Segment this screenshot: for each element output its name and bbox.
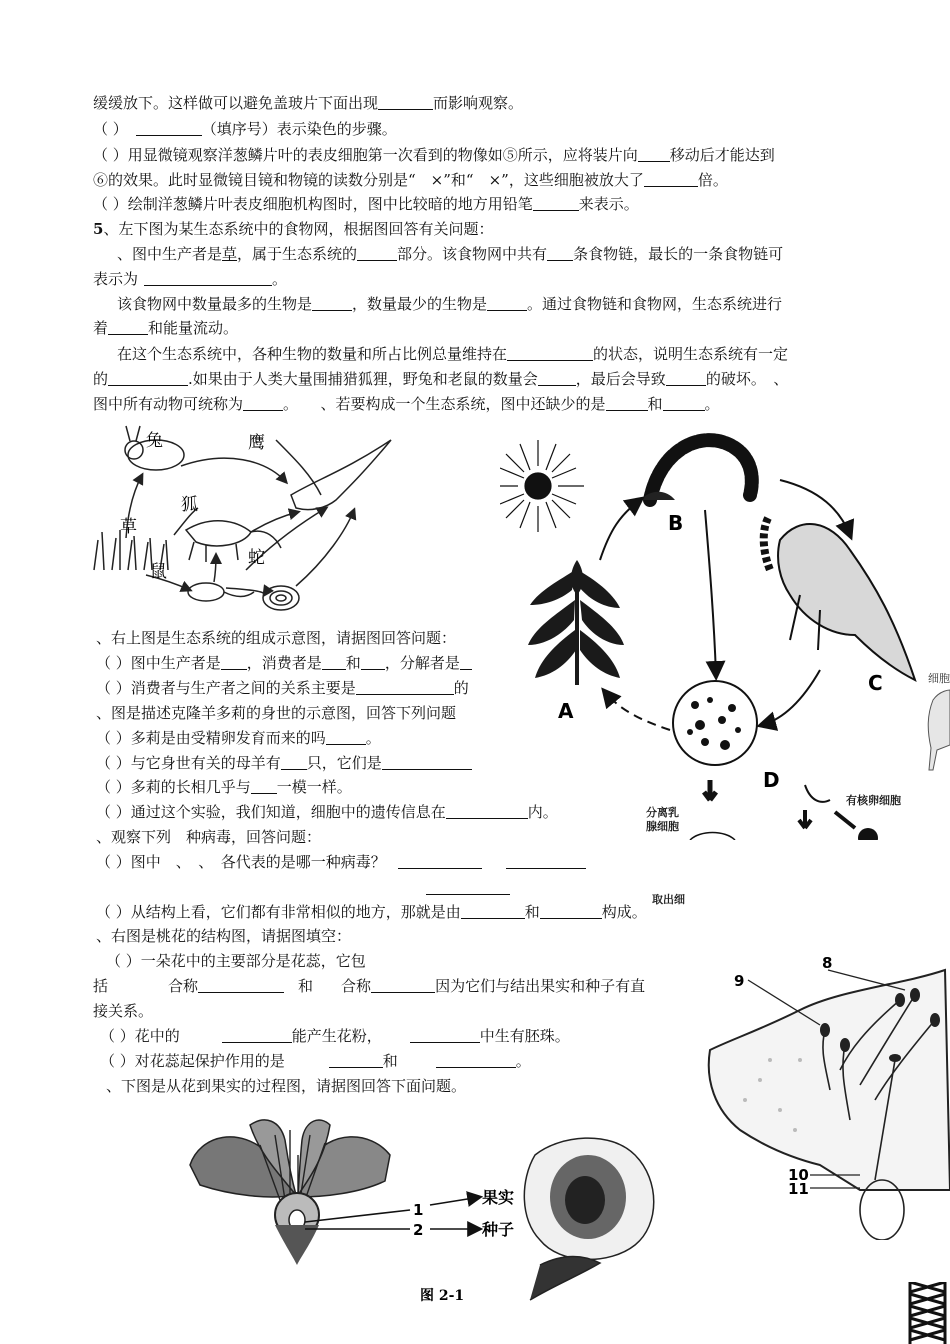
- text-line-23b: [426, 878, 510, 898]
- text-line-20: （ ）多莉的长相几乎与 一模一样。: [96, 778, 352, 796]
- text-line-18: （ ）多莉是由受精卵发育而来的吗 。: [96, 729, 381, 747]
- clone-label-partial: [652, 890, 702, 908]
- blank[interactable]: [144, 270, 272, 286]
- question-5-title: 5、左下图为某生态系统中的食物网，根据图回答有关问题：: [93, 220, 494, 238]
- blank[interactable]: [281, 754, 307, 770]
- rabbit-label: 兔: [146, 431, 163, 451]
- fruit-drawing: [524, 1138, 653, 1300]
- dna-strand-partial: [905, 1282, 950, 1344]
- ecosystem-diagram: [500, 420, 950, 795]
- blank[interactable]: [378, 94, 433, 110]
- blank[interactable]: [361, 654, 385, 670]
- blank[interactable]: [222, 1027, 292, 1043]
- text-line-11: 在这个生态系统中，各种生物的数量和所占比例总量维持在 的状态，说明生态系统有一定: [117, 345, 789, 363]
- text-line-5: （ ）绘制洋葱鳞片叶表皮细胞机构图时，图中比较暗的地方用铅笔 来表示。: [93, 195, 639, 213]
- plant-drawing: [528, 560, 624, 685]
- blank[interactable]: [357, 245, 397, 261]
- text-line-31: 、下图是从花到果实的过程图，请据图回答下面问题。: [106, 1077, 467, 1095]
- blank[interactable]: [356, 679, 454, 695]
- svg-text:取出细: 取出细: [652, 893, 685, 906]
- label-8: 8: [822, 954, 833, 972]
- blank[interactable]: [108, 319, 148, 335]
- text-line-19: （ ）与它身世有关的母羊有 只，它们是: [96, 753, 472, 773]
- text-line-3: （ ）用显微镜观察洋葱鳞片叶的表皮细胞第一次看到的物像如⑤所示，应将装片向 移动后才能达到: [93, 146, 775, 164]
- text-line-10: 着 和能量流动。: [93, 319, 239, 337]
- text-line-30: （ ）对花蕊起保护作用的是 和 。: [100, 1052, 531, 1070]
- blank[interactable]: [198, 977, 284, 993]
- snake-label: 蛇: [248, 548, 265, 568]
- blank[interactable]: [446, 803, 528, 819]
- blank[interactable]: [398, 853, 482, 869]
- blank[interactable]: [606, 395, 648, 411]
- blank[interactable]: [329, 1052, 383, 1068]
- label-10: 10: [788, 1166, 809, 1184]
- text-line-23: （ ）图中 、 、 各代表的是哪一种病毒？: [96, 852, 586, 872]
- text-line-9: 该食物网中数量最多的生物是 ，数量最少的生物是 。通过食物链和食物网，生态系统进行: [117, 295, 783, 313]
- blank[interactable]: [538, 370, 576, 386]
- label-D: D: [763, 768, 780, 792]
- blank[interactable]: [507, 345, 593, 361]
- decomposer-circle: [673, 681, 757, 765]
- blank[interactable]: [487, 295, 527, 311]
- figure-caption: 图 2-1: [420, 1288, 465, 1304]
- snake-drawing: [263, 586, 299, 610]
- text-line-29: （ ）花中的 能产生花粉， 中生有胚珠。: [100, 1027, 570, 1045]
- blank[interactable]: [644, 171, 698, 187]
- blank[interactable]: [371, 977, 435, 993]
- seed-label: 种子: [482, 1220, 515, 1239]
- text-line-4: ⑥的效果。此时显微镜目镜和物镜的读数分别是“ ×”和“ ×”，这些细胞被放大了 倍。: [93, 171, 728, 189]
- text-line-8: 表示为 。: [93, 270, 288, 288]
- text-line-26: （ ）一朵花中的主要部分是花蕊，它包: [106, 952, 366, 970]
- food-web-figure: [86, 420, 396, 620]
- text-line-22: 、观察下列 种病毒，回答问题：: [96, 828, 322, 846]
- blank[interactable]: [663, 395, 705, 411]
- svg-text:有核卵细胞: 有核卵细胞: [846, 794, 901, 807]
- sun-icon: [500, 440, 584, 532]
- label-A: A: [558, 699, 574, 723]
- label-2: 2: [413, 1221, 424, 1239]
- label-11: 11: [788, 1180, 809, 1198]
- blank[interactable]: [436, 1052, 516, 1068]
- blank[interactable]: [533, 195, 579, 211]
- text-line-25: 、右图是桃花的结构图，请据图填空：: [96, 927, 352, 945]
- text-line-21: （ ）通过这个实验，我们知道，细胞中的遗传信息在 内。: [96, 803, 558, 821]
- blank[interactable]: [312, 295, 352, 311]
- mouse-label: 鼠: [150, 562, 167, 582]
- svg-text:腺细胞: 腺细胞: [646, 820, 679, 833]
- blank[interactable]: [221, 654, 247, 670]
- fox-label: 狐: [181, 495, 198, 515]
- eagle-drawing: [291, 440, 391, 510]
- text-line-28: 接关系。: [93, 1002, 154, 1020]
- blank[interactable]: [461, 903, 525, 919]
- blank[interactable]: [540, 903, 602, 919]
- mouse-drawing: [188, 583, 224, 601]
- blank[interactable]: [251, 778, 277, 794]
- text-line-2: （ ） （填序号）表示染色的步骤。: [93, 120, 397, 138]
- blank[interactable]: [136, 120, 202, 136]
- flower-drawing: [190, 1120, 390, 1265]
- text-line-13: 图中所有动物可统称为 。 、若要构成一个生态系统，图中还缺少的是 和 。: [93, 395, 720, 413]
- blank[interactable]: [108, 370, 188, 386]
- label-1: 1: [413, 1201, 424, 1219]
- text-line-16: （ ）消费者与生产者之间的关系主要是 的: [96, 679, 469, 697]
- blank[interactable]: [410, 1027, 480, 1043]
- text-line-1: 缓缓放下。这样做可以避免盖玻片下面出现 而影响观察。: [93, 94, 524, 112]
- blank[interactable]: [322, 654, 346, 670]
- blank[interactable]: [638, 146, 670, 162]
- blank[interactable]: [382, 754, 472, 770]
- blank[interactable]: [506, 853, 586, 869]
- caterpillar-drawing: [650, 440, 752, 500]
- fox-drawing: [186, 521, 251, 546]
- eagle-label: 鹰: [248, 433, 265, 453]
- text-line-24: （ ）从结构上看，它们都有非常相似的地方，那就是由 和 构成。: [96, 903, 647, 921]
- blank[interactable]: [426, 879, 510, 895]
- sheep-partial-image: [925, 660, 950, 780]
- label-B: B: [668, 511, 684, 535]
- svg-text:细胞: 细胞: [928, 672, 950, 685]
- flower-to-fruit-figure: [180, 1115, 670, 1305]
- blank[interactable]: [547, 245, 573, 261]
- grass-label: 草: [120, 517, 137, 537]
- label-9: 9: [734, 972, 745, 990]
- text-line-15: （ ）图中生产者是 ，消费者是 和 ，分解者是: [96, 653, 472, 673]
- label-C: C: [868, 671, 883, 695]
- blank[interactable]: [243, 395, 283, 411]
- blank[interactable]: [460, 654, 472, 670]
- blank[interactable]: [666, 370, 706, 386]
- blank[interactable]: [326, 729, 366, 745]
- text-line-17: 、图是描述克隆羊多莉的身世的示意图，回答下列问题: [96, 704, 457, 722]
- text-line-14: 、右上图是生态系统的组成示意图，请据图回答问题：: [96, 629, 457, 647]
- text-line-7: 、图中生产者是草，属于生态系统的 部分。该食物网中共有 条食物链，最长的一条食物链可: [117, 245, 784, 263]
- text-line-27: 括 合称 和 合称 因为它们与结出果实和种子有直: [93, 977, 646, 995]
- text-line-12: 的 .如果由于人类大量围捕猎狐狸，野兔和老鼠的数量会 ，最后会导致 的破坏。 、: [93, 370, 789, 388]
- fruit-label: 果实: [482, 1188, 515, 1207]
- svg-text:分离乳: 分离乳: [646, 806, 679, 819]
- peach-flower-structure: [700, 950, 950, 1240]
- clone-diagram-partial: [640, 780, 950, 840]
